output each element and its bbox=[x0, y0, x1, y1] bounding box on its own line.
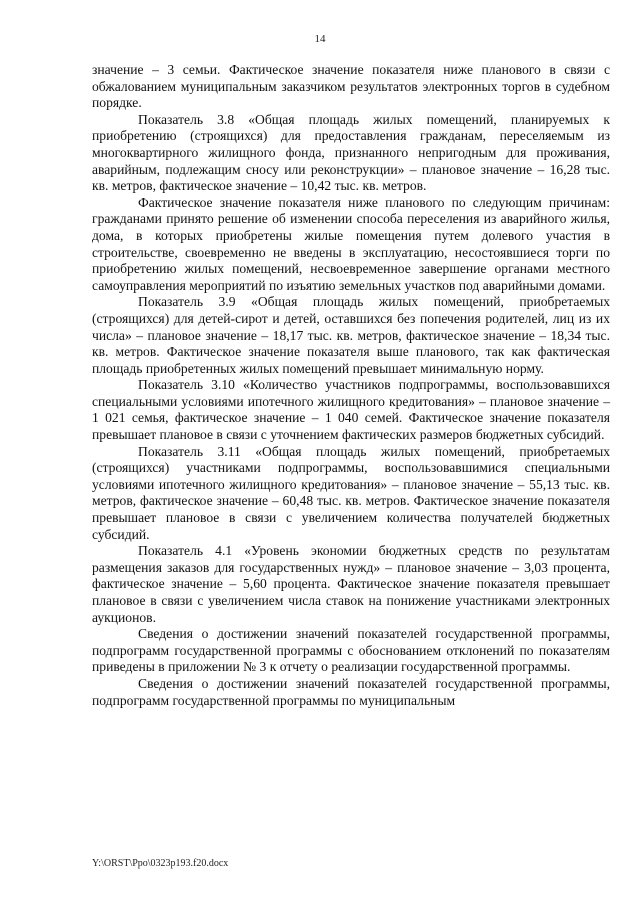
paragraph-appendix-reference: Сведения о достижении значений показателей государственной программы, подпрограмм государственной программы с обоснованием отклонений по показателям приведены в приложении № 3 к отчету о реализации государственной программы. bbox=[92, 626, 610, 675]
paragraph-municipal-info: Сведения о достижении значений показателей государственной программы, подпрограмм государственной программы по муниципальным bbox=[92, 675, 610, 708]
paragraph-continuation: значение – 3 семьи. Фактическое значение показателя ниже планового в связи с обжалованием муниципальным заказчиком результатов электронных торгов в судебном порядке. bbox=[92, 62, 610, 111]
paragraph-indicator-3-11: Показатель 3.11 «Общая площадь жилых помещений, приобретаемых (строящихся) участниками подпрограммы, воспользовавшимися специальными условиями ипотечного жилищного кредитования» – плановое значение – 55,13 тыс. кв. метров, фактическое значение – 60,48 тыс. кв. метров. Фактическое значение показателя превышает плановое в связи с увеличением количества получателей бюджетных субсидий. bbox=[92, 443, 610, 542]
file-path-footer: Y:\ORST\Ppo\0323p193.f20.docx bbox=[92, 858, 229, 869]
paragraph-reasons: Фактическое значение показателя ниже планового по следующим причинам: гражданами принято решение об изменении способа переселения из аварийного жилья, дома, в которых приобретены жилые помещения путем долевого участия в строительстве, своевременно не введены в эксплуатацию, несостоявшиеся торги по приобретению жилых помещений, несвоевременное завершение органами местного самоуправления мероприятий по изъятию земельных участков под аварийными домами. bbox=[92, 194, 610, 293]
paragraph-indicator-4-1: Показатель 4.1 «Уровень экономии бюджетных средств по результатам размещения заказов для государственных нужд» – плановое значение – 3,03 процента, фактическое значение – 5,60 процента. Фактическое значение показателя превышает плановое в связи с увеличением числа ставок на понижение участниками электронных аукционов. bbox=[92, 543, 610, 625]
page-number: 14 bbox=[314, 33, 326, 45]
paragraph-indicator-3-8: Показатель 3.8 «Общая площадь жилых помещений, планируемых к приобретению (строящихся) для предоставления гражданам, переселяемым из многоквартирного жилищного фонда, признанного непригодным для проживания, аварийным, подлежащим сносу или реконструкции» – плановое значение – 16,28 тыс. кв. метров, фактическое значение – 10,42 тыс. кв. метров. bbox=[92, 111, 610, 194]
document-body bbox=[92, 62, 610, 709]
paragraph-indicator-3-9: Показатель 3.9 «Общая площадь жилых помещений, приобретаемых (строящихся) для детей-сирот и детей, оставшихся без попечения родителей, лиц из их числа» – плановое значение – 18,17 тыс. кв. метров, фактическое значение – 18,34 тыс. кв. метров. Фактическое значение показателя выше планового, так как фактическая площадь приобретенных жилых помещений превышает минимальную норму. bbox=[92, 294, 610, 376]
paragraph-indicator-3-10: Показатель 3.10 «Количество участников подпрограммы, воспользовавшихся специальными условиями ипотечного жилищного кредитования» – плановое значение – 1 021 семья, фактическое значение – 1 040 семей. Фактическое значение показателя превышает плановое в связи с уточнением фактических размеров бюджетных субсидий. bbox=[92, 377, 610, 443]
